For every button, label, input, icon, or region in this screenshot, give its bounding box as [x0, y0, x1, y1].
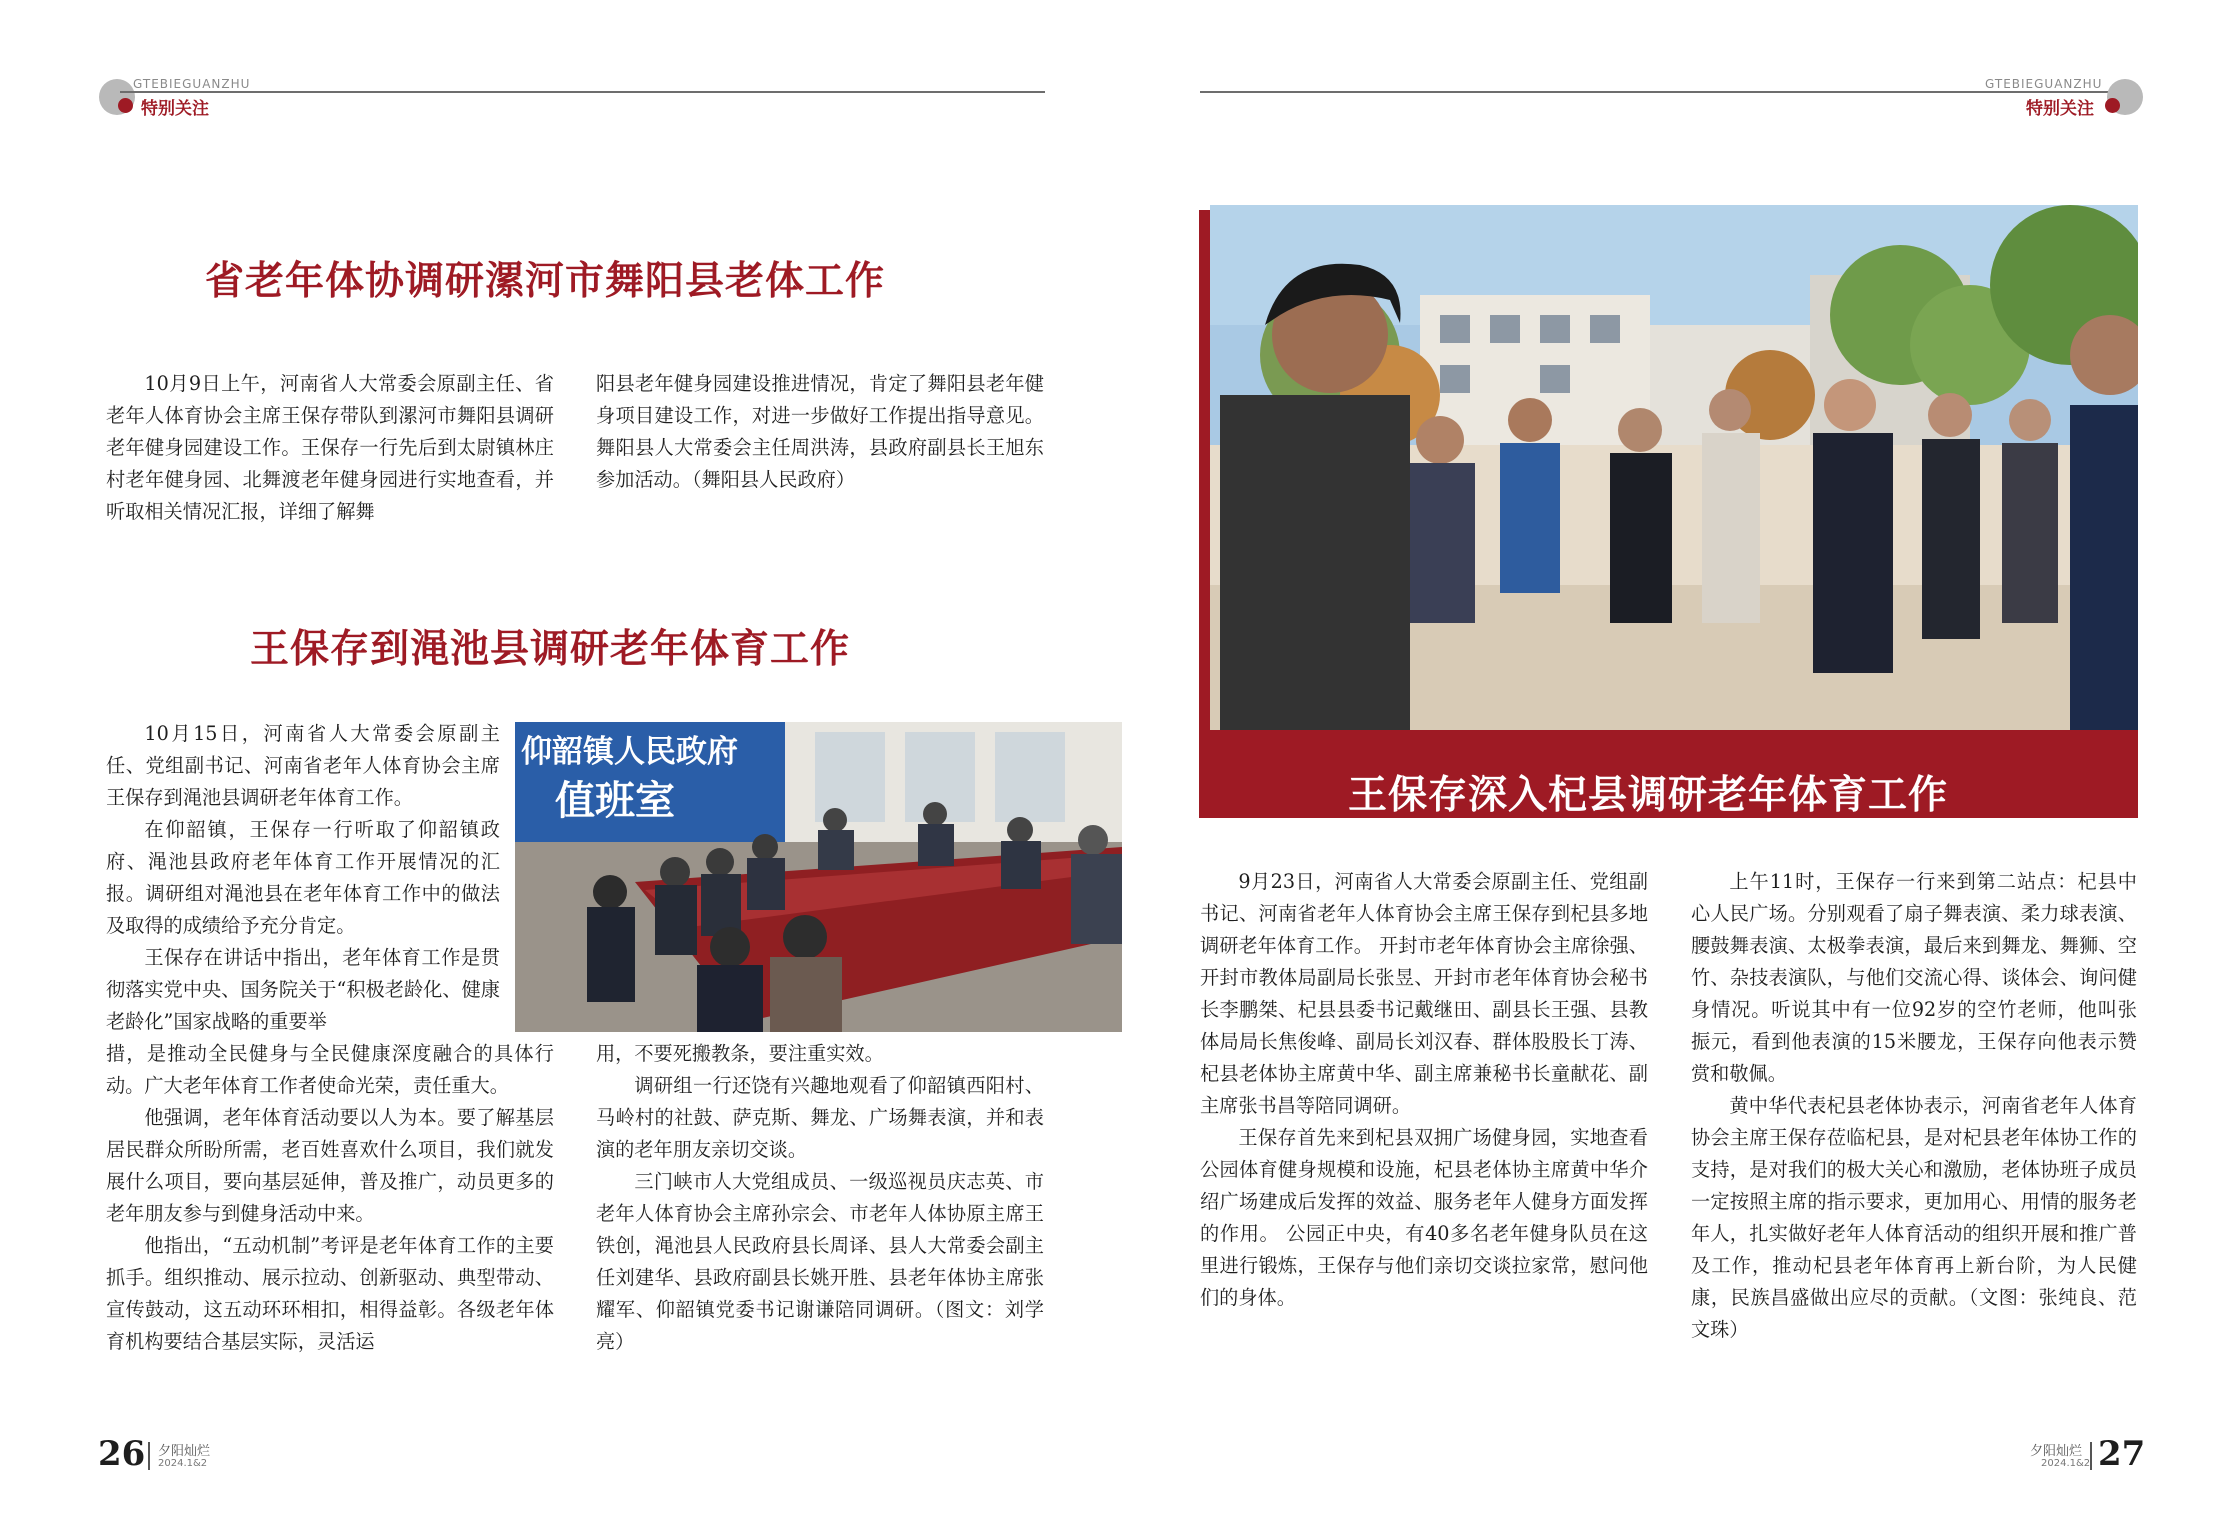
article2-paragraph: 用，不要死搬教条，要注重实效。: [596, 1042, 884, 1065]
article2-title: 王保存到渑池县调研老年体育工作: [250, 627, 851, 672]
article3-paragraph: 黄中华代表杞县老体协表示，河南省老年人体育协会主席王保存莅临杞县，是对杞县老年体协工作的支持，是对我们的极大关心和激励，老体协班子成员一定按照主席的指示要求，更加用心、用情的服务老年人，扎实做好老年人体育活动的组织开展和推广普及工作，推动杞县老年体育再上新台阶，为人民健康，民族昌盛做出应尽的贡献。（文图：张纯良、范文珠）: [1691, 1094, 2137, 1341]
article2-column1-top: [106, 718, 500, 1038]
issue-number: 2024.1&2: [158, 1458, 208, 1469]
header-dot-decoration: [118, 98, 133, 113]
article1-title: 省老年体协调研漯河市舞阳县老体工作: [205, 259, 886, 304]
issue-number: 2024.1&2: [2041, 1458, 2091, 1469]
article2-column2: [596, 1038, 1044, 1358]
article3-column2: [1691, 866, 2137, 1346]
article2-paragraph: 10月15日，河南省人大常委会原副主任、党组副书记、河南省老年人体育协会主席王保存到渑池县调研老年体育工作。: [106, 722, 500, 809]
article3-paragraph: 王保存首先来到杞县双拥广场健身园，实地查看公园体育健身规模和设施，杞县老体协主席黄中华介绍广场建成后发挥的效益、服务老年人健身方面发挥的作用。 公园正中央，有40多名老年健身队员在这里进行锻炼，王保存与他们亲切交谈拉家常，慰问他们的身体。: [1200, 1126, 1648, 1309]
meeting-photo-illustration: [515, 722, 1122, 1032]
page-number: 27: [2098, 1434, 2146, 1474]
article1-paragraph: 阳县老年健身园建设推进情况，肯定了舞阳县老年健身项目建设工作，对进一步做好工作提出指导意见。舞阳县人大常委会主任周洪涛，县政府副县长王旭东参加活动。（舞阳县人民政府）: [596, 372, 1044, 491]
page-number: 26: [98, 1434, 146, 1474]
magazine-name: 夕阳灿烂: [2030, 1444, 2083, 1459]
header-rule: [1200, 91, 2125, 93]
footer-divider: [2090, 1442, 2092, 1470]
article1-column1: [106, 368, 554, 528]
magazine-name: 夕阳灿烂: [158, 1444, 211, 1459]
article3-paragraph: 上午11时，王保存一行来到第二站点：杞县中心人民广场。分别观看了扇子舞表演、柔力球表演、腰鼓舞表演、太极拳表演，最后来到舞龙、舞狮、空竹、杂技表演队，与他们交流心得、谈体会、询问健身情况。听说其中有一位92岁的空竹老师，他叫张振元，看到他表演的15米腰龙，王保存向他表示赞赏和敬佩。: [1691, 870, 2137, 1085]
article2-paragraph: 在仰韶镇，王保存一行听取了仰韶镇政府、渑池县政府老年体育工作开展情况的汇报。调研组对渑池县在老年体育工作中的做法及取得的成绩给予充分肯定。: [106, 818, 500, 937]
article1-paragraph: 10月9日上午，河南省人大常委会原副主任、省老年人体育协会主席王保存带队到漯河市舞阳县调研老年健身园建设工作。王保存一行先后到太尉镇林庄村老年健身园、北舞渡老年健身园进行实地查看，并听取相关情况汇报，详细了解舞: [106, 372, 554, 523]
article3-title: 王保存深入杞县调研老年体育工作: [1348, 773, 1949, 818]
header-dot-decoration: [2105, 98, 2120, 113]
photo-sign-text: 值班室: [555, 778, 675, 824]
outdoor-photo: [1210, 205, 2138, 730]
article2-column1-bottom: [106, 1038, 554, 1358]
meeting-photo: [515, 722, 1122, 1032]
outdoor-photo-illustration: [1210, 205, 2138, 730]
footer-divider: [148, 1442, 150, 1470]
header-rule: [120, 91, 1045, 93]
article2-paragraph: 措，是推动全民健身与全民健康深度融合的具体行动。广大老年体育工作者使命光荣，责任重大。: [106, 1042, 554, 1097]
article1-column2: [596, 368, 1044, 496]
article2-paragraph: 他强调，老年体育活动要以人为本。要了解基层居民群众所盼所需，老百姓喜欢什么项目，我们就发展什么项目，要向基层延伸，普及推广，动员更多的老年朋友参与到健身活动中来。: [106, 1106, 554, 1225]
header-section-title: 特别关注: [141, 99, 209, 119]
article2-paragraph: 三门峡市人大党组成员、一级巡视员庆志英、市老年人体育协会主席孙宗会、市老年人体协原主席王铁创，渑池县人民政府县长周译、县人大常委会副主任刘建华、县政府副县长姚开胜、县老年体协主席张耀军、仰韶镇党委书记谢谦陪同调研。（图文：刘学亮）: [596, 1170, 1044, 1353]
article2-paragraph: 他指出，“五动机制”考评是老年体育工作的主要抓手。组织推动、展示拉动、创新驱动、典型带动、宣传鼓动，这五动环环相扣，相得益彰。各级老年体育机构要结合基层实际，灵活运: [106, 1234, 554, 1353]
photo-sign-text: 仰韶镇人民政府: [521, 734, 738, 770]
article3-paragraph: 9月23日，河南省人大常委会原副主任、党组副书记、河南省老年人体育协会主席王保存到杞县多地调研老年体育工作。 开封市老年体育协会主席徐强、开封市教体局副局长张昱、开封市老年体育协会秘书长李鹏桀、杞县县委书记戴继田、副县长王强、县教体局局长焦俊峰、副局长刘汉春、群体股股长丁涛、杞县老体协主席黄中华、副主席兼秘书长童献花、副主席张书昌等陪同调研。: [1200, 870, 1648, 1117]
article2-paragraph: 调研组一行还饶有兴趣地观看了仰韶镇西阳村、马岭村的社鼓、萨克斯、舞龙、广场舞表演，并和表演的老年朋友亲切交谈。: [596, 1074, 1044, 1161]
article3-column1: [1200, 866, 1648, 1314]
header-english: GTEBIEGUANZHU: [133, 77, 251, 91]
header-english: GTEBIEGUANZHU: [1985, 77, 2103, 91]
article2-paragraph: 王保存在讲话中指出，老年体育工作是贯彻落实党中央、国务院关于“积极老龄化、健康老龄化”国家战略的重要举: [106, 946, 500, 1033]
header-section-title: 特别关注: [2026, 99, 2094, 119]
